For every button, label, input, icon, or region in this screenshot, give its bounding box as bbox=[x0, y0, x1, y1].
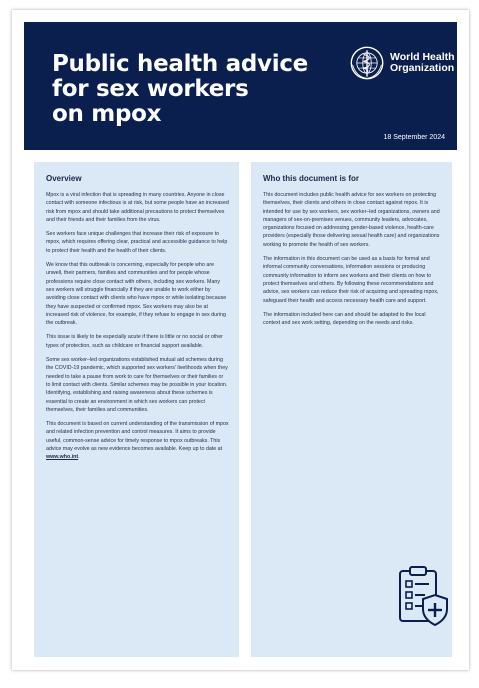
overview-paragraph bbox=[46, 420, 229, 461]
who-logo bbox=[350, 46, 455, 80]
audience-paragraph: This document includes public health advice for sex workers on protecting themselves, their clients and others in close contact against mpox. It is intended for use by sex workers, sex worker–led organizations, owners and managers of sex-on-premises venues, community leaders, advocates, organizations focused on addressing gender-based violence, health-care providers (especially those delivering sexual health care) and organizations working to promote the health of sex workers. bbox=[263, 192, 440, 248]
who-logo-line1: World Health bbox=[390, 50, 455, 63]
overview-panel bbox=[34, 162, 239, 657]
clipboard-checklist-shield-icon bbox=[397, 565, 449, 627]
audience-paragraph: The information included here can and should be adapted to the local context and sex work setting, depending on the needs and risks. bbox=[263, 311, 426, 327]
overview-paragraph: Some sex worker–led organizations established mutual aid schemes during the COVID-19 pandemic, which supported sex workers' livelihoods when they needed to take a pause from work to care for themselves or their families or to limit contact with clients. Similar schemes may be possible in your location. Identifying, establishing and raising awareness about these schemes is essential to create an environment in which sex workers can protect themselves, their families and communities. bbox=[46, 357, 228, 413]
document-page bbox=[12, 10, 469, 670]
who-logo-line2: Organization bbox=[390, 62, 455, 74]
title-line: for sex workers bbox=[52, 76, 249, 102]
title-line: Public health advice bbox=[52, 51, 308, 77]
audience-paragraph: The information in this document can be used as a basis for formal and informal community conversations, information sessions or producing community information to inform sex workers and their clients on how to protect themselves and others. By following these recommendations and advice, sex workers can reduce their risk of acquiring and spreading mpox, safeguard their health and access necessary health care and support. bbox=[263, 256, 439, 304]
page-title bbox=[52, 52, 308, 127]
who-emblem-icon bbox=[350, 46, 384, 80]
publication-date: 18 September 2024 bbox=[383, 134, 445, 141]
overview-last-end: . bbox=[78, 454, 80, 461]
who-website-link[interactable]: www.who.int bbox=[46, 454, 79, 461]
overview-paragraph: Mpox is a viral infection that is spreading in many countries. Anyone in close contact with someone infectious is at risk, but some people have an increased risk from mpox and should take additional precautions to protect themselves and their friends and their families from the virus. bbox=[46, 192, 229, 223]
overview-heading: Overview bbox=[46, 174, 82, 183]
overview-paragraph: This issue is likely to be especially acute if there is little or no social or other types of protection, such as childcare or financial support available. bbox=[46, 334, 223, 349]
overview-paragraph: Sex workers face unique challenges that increase their risk of exposure to mpox, which requires offering clear, practical and accessible guidance to help to protect their health and the health of their clients. bbox=[46, 231, 228, 254]
who-logo-text bbox=[390, 52, 455, 75]
title-line: on mpox bbox=[52, 101, 162, 127]
overview-last-text: This document is based on current understanding of the transmission of mpox and related infection prevention and control measures. It aims to provide useful, common-sense advice for timely response to mpox outbreaks. This advice may evolve as new evidence becomes available. Keep up to date at bbox=[46, 421, 229, 453]
header-banner bbox=[24, 22, 457, 150]
audience-heading: Who this document is for bbox=[263, 174, 359, 183]
overview-paragraph: We know that this outbreak is concerning, especially for people who are unwell, their partners, families and communities and for people whose professions require close contact with others, including sex workers. Many sex workers will struggle financially if they are unable to work either by avoiding close contact with clients who have mpox or while isolating because they have suspected or confirmed mpox. Sex workers may also be at increased risk of violence, for example, if they refuse to engage in sex during the outbreak. bbox=[46, 262, 227, 327]
